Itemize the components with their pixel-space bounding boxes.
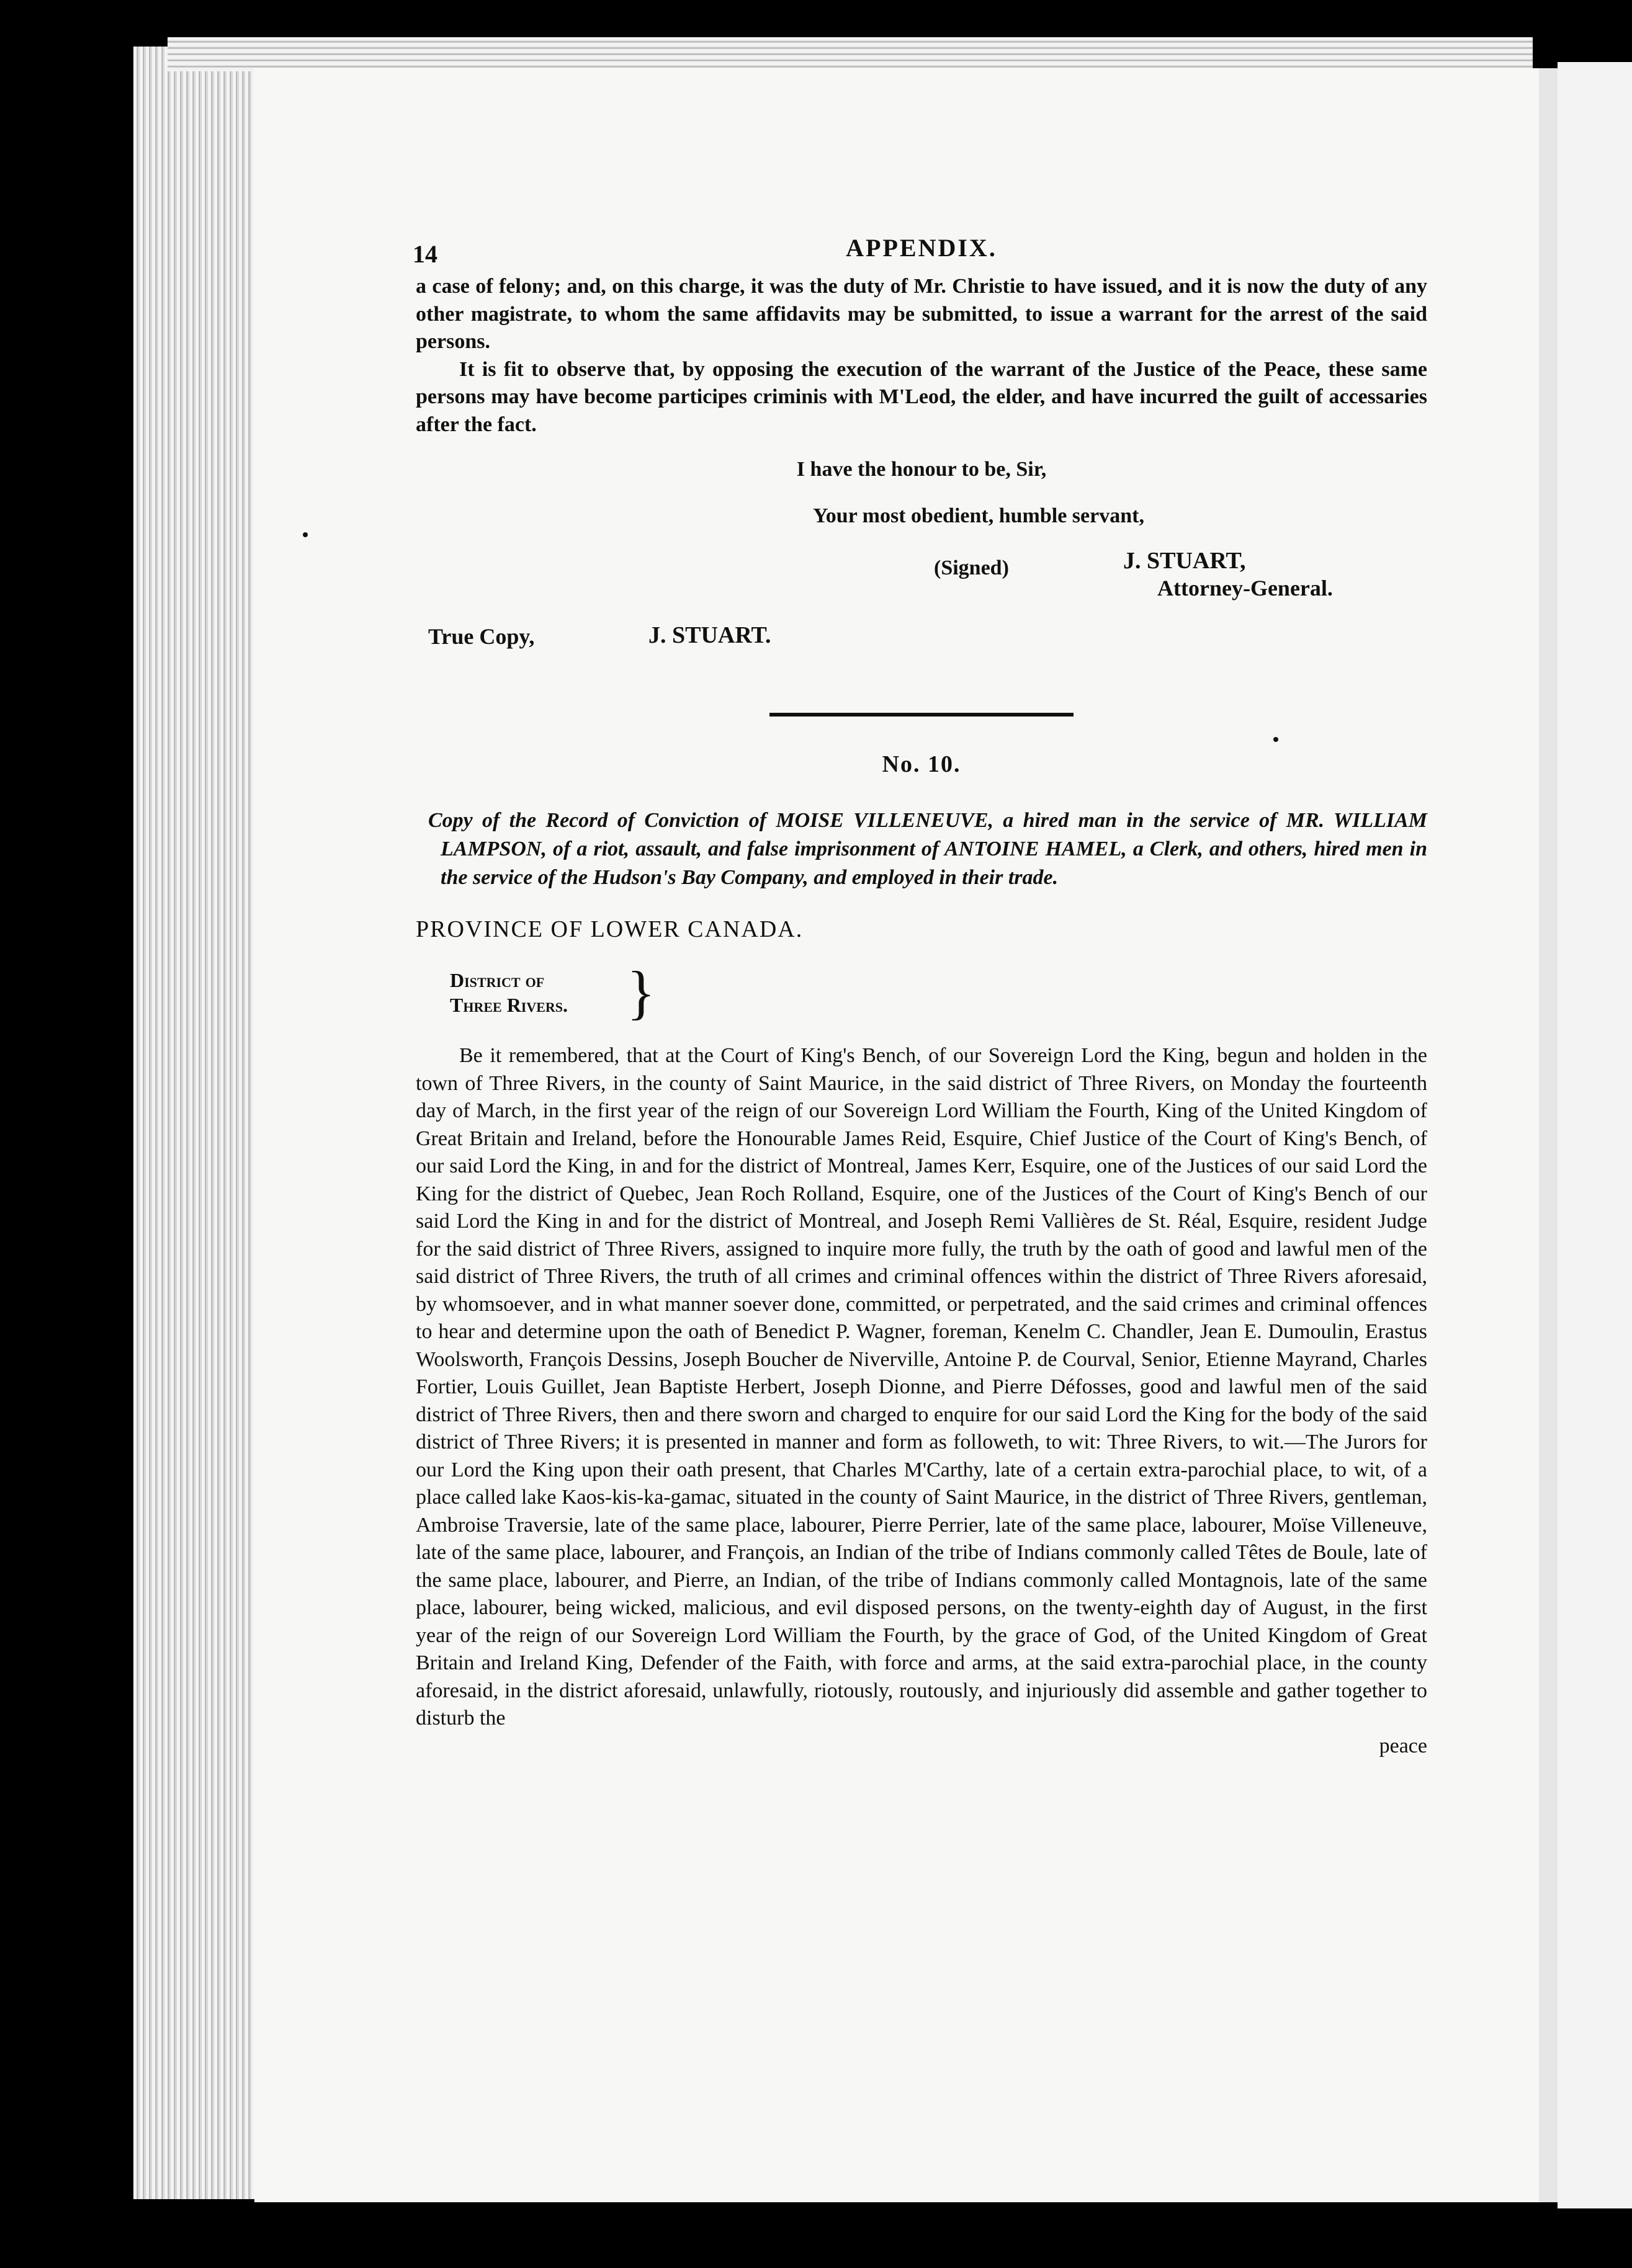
letter-closing: I have the honour to be, Sir, xyxy=(796,458,1047,481)
catchword: peace xyxy=(1379,1734,1427,1757)
district-line-2: Three Rivers. xyxy=(450,994,568,1016)
letter-paragraph-2: It is fit to observe that, by opposing the execution of the warrant of the Justice of the Peace, these same persons may have become participes criminis with M'Leod, the elder, and have incurred the guilt of accessaries after the fact. xyxy=(416,357,1427,436)
signer-name: J. STUART, xyxy=(1123,548,1246,574)
record-title: Copy of the Record of Conviction of MOISE VILLENEUVE, a hired man in the service of MR. WILLIAM LAMPSON, of a riot, assault, and false imprisonment of ANTOINE HAMEL, a Clerk, and others, hired men in the service of the Hudson's Bay Company, and employed in their trade. xyxy=(428,808,1427,889)
running-head: APPENDIX. xyxy=(846,234,997,262)
province-heading: PROVINCE OF LOWER CANADA. xyxy=(416,916,804,942)
letter-servant-line: Your most obedient, humble servant, xyxy=(813,504,1144,527)
district-brace: } xyxy=(627,959,656,1025)
record-number: No. 10. xyxy=(882,751,961,777)
page-number: 14 xyxy=(413,240,437,268)
district-line-1: District of xyxy=(450,969,545,991)
signed-label: (Signed) xyxy=(934,556,1009,579)
page-gutter-shadow xyxy=(1539,68,1558,2202)
stray-ink-dot xyxy=(303,532,308,537)
book-top-edges xyxy=(168,37,1533,71)
record-body: Be it remembered, that at the Court of King's Bench, of our Sovereign Lord the King, begun and holden in the town of Three Rivers, in the county of Saint Maurice, in the said district of Three Rivers, on Monday the fourteenth day of March, in the first year of the reign of our Sovereign Lord William the Fourth, King of the United Kingdom of Great Britain and Ireland, before the Honourable James Reid, Esquire, Chief Justice of the Court of King's Bench, of our said Lord the King, in and for the district of Montreal, James Kerr, Esquire, one of the Justices of our said Lord the King for the district of Quebec, Jean Roch Rolland, Esquire, one of the Justices of the Court of King's Bench of our said Lord the King in and for the district of Montreal, and Joseph Remi Vallières de St. Réal, Esquire, resident Judge for the said district of Three Rivers, assigned to inquire more fully, the truth by the oath of good and lawful men of the said district of Three Rivers, the truth of all crimes and criminal offences within the district of Three Rivers aforesaid, by whomsoever, and in what manner soever done, committed, or perpetrated, and the said crimes and criminal offences to hear and determine upon the oath of Benedict P. Wagner, foreman, Kenelm C. Chandler, Jean E. Dumoulin, Erastus Woolsworth, François Dessins, Joseph Boucher de Niverville, Antoine P. de Courval, Senior, Etienne Mayrand, Charles Fortier, Louis Guillet, Jean Baptiste Herbert, Joseph Dionne, and Pierre Défosses, good and lawful men of the said district of Three Rivers, then and there sworn and charged to enquire for our said Lord the King for the body of the said district of Three Rivers; it is presented in manner and form as followeth, to wit: Three Rivers, to wit.—The Jurors for our Lord the King upon their oath present, that Charles M'Carthy, late of a certain extra-parochial place, to wit, of a place called lake Kaos-kis-ka-gamac, situated in the county of Saint Maurice, in the district of Three Rivers, gentleman, Ambroise Traversie, late of the same place, labourer, Pierre Perrier, late of the same place, labourer, Moïse Villeneuve, late of the same place, labourer, and François, an Indian of the tribe of Indians commonly called Têtes de Boule, late of the same place, labourer, and Pierre, an Indian, of the tribe of Indians commonly called Montagnois, late of the same place, labourer, being wicked, malicious, and evil disposed persons, on the twenty-eighth day of August, in the first year of the reign of our Sovereign Lord William the Fourth, by the grace of God, of the United Kingdom of Great Britain and Ireland King, Defender of the Faith, with force and arms, at the said extra-parochial place, in the county aforesaid, in the district aforesaid, unlawfully, riotously, routously, and injuriously did assemble and gather together to disturb the xyxy=(416,1044,1427,1730)
signature-block xyxy=(416,542,1427,649)
true-copy-name: J. STUART. xyxy=(648,622,771,648)
page-content xyxy=(413,230,1427,1760)
district-label xyxy=(450,959,698,1025)
book-page-edges xyxy=(133,47,258,2199)
facing-page-strip xyxy=(1558,62,1632,2208)
signer-title: Attorney-General. xyxy=(1157,576,1333,600)
letter-paragraph-1: a case of felony; and, on this charge, it was the duty of Mr. Christie to have issued, and it is now the duty of any other magistrate, to whom the same affidavits may be submitted, to issue a warrant for the arrest of the said persons. xyxy=(416,275,1427,353)
true-copy-label: True Copy, xyxy=(428,624,535,649)
page-header xyxy=(413,230,1427,273)
section-divider xyxy=(769,713,1074,717)
